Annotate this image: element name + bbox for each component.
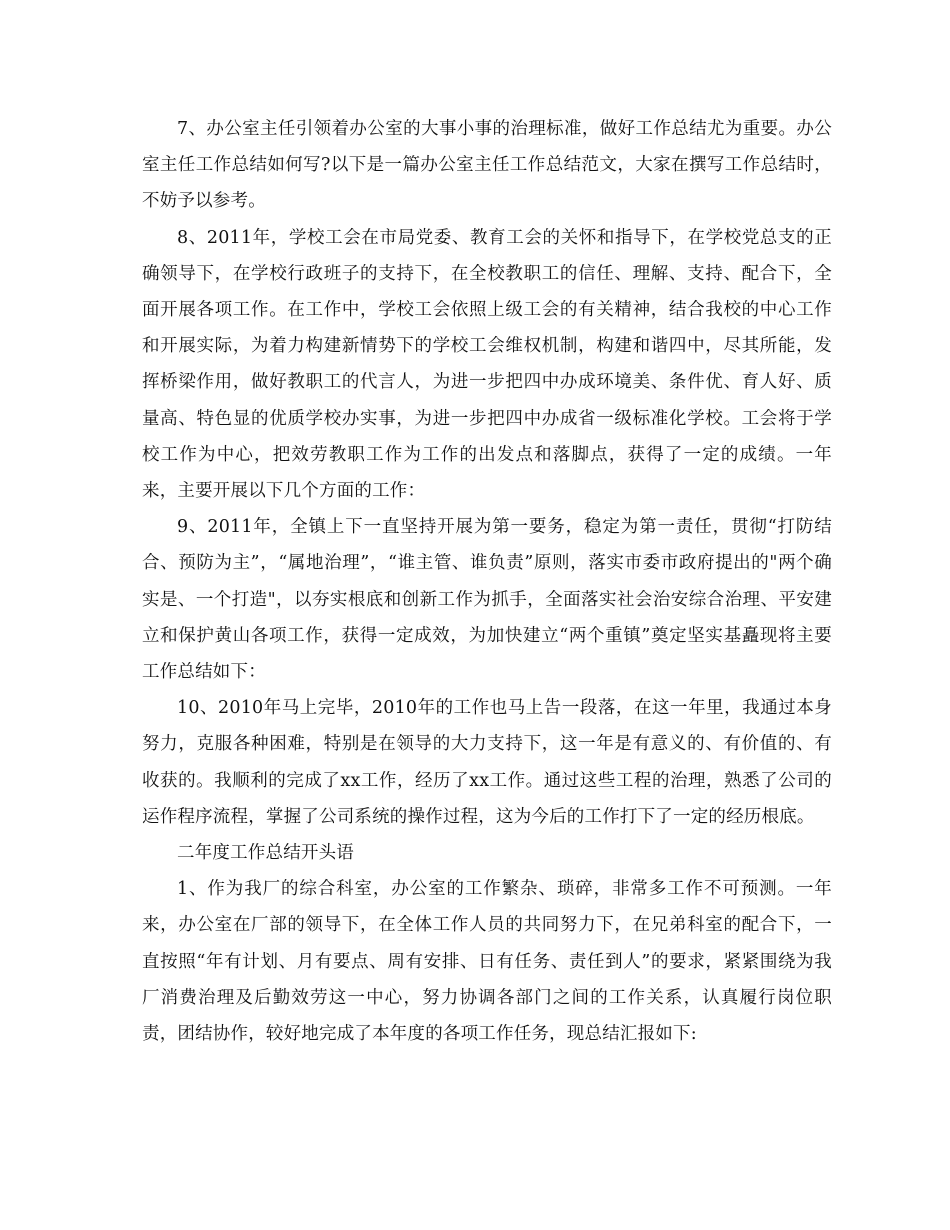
paragraph-1: 1、作为我厂的综合科室，办公室的工作繁杂、琐碎，非常多工作不可预测。一年来，办公室在厂部的领导下，在全体工作人员的共同努力下，在兄弟科室的配合下，一直按照“年有计划、月有要点、周有安排、日有任务、责任到人”的要求，紧紧围绕为我厂消费治理及后勤效劳这一中心，努力协调各部门之间的工作关系，认真履行岗位职责，团结协作，较好地完成了本年度的各项工作任务，现总结汇报如下: [142,879,832,1045]
section-heading: 二年度工作总结开头语 [177,843,354,864]
paragraph-9: 9、2011年，全镇上下一直坚持开展为第一要务，稳定为第一责任，贯彻“打防结合、预防为主”，“属地治理”，“谁主管、谁负责”原则，落实市委市政府提出的"两个确实是、一个打造"，以夯实根底和创新工作为抓手，全面落实社会治安综合治理、平安建立和保护黄山各项工作，获得一定成效，为加快建立“两个重镇”奠定坚实基矗现将主要工作总结如下： [142,517,832,683]
paragraph-8: 8、2011年，学校工会在市局党委、教育工会的关怀和指导下，在学校党总支的正确领导下，在学校行政班子的支持下，在全校教职工的信任、理解、支持、配合下，全面开展各项工作。在工作中，学校工会依照上级工会的有关精神，结合我校的中心工作和开展实际，为着力构建新情势下的学校工会维权机制，构建和谐四中，尽其所能，发挥桥梁作用，做好教职工的代言人，为进一步把四中办成环境美、条件优、育人好、质量高、特色显的优质学校办实事，为进一步把四中办成省一级标准化学校。工会将于学校工作为中心，把效劳教职工作为工作的出发点和落脚点，获得了一定的成绩。一年来，主要开展以下几个方面的工作： [142,227,832,502]
paragraph-7: 7、办公室主任引领着办公室的大事小事的治理标准，做好工作总结尤为重要。办公室主任工作总结如何写?以下是一篇办公室主任工作总结范文，大家在撰写工作总结时，不妨予以参考。 [142,119,832,212]
document-body [142,111,832,1052]
paragraph-10: 10、2010年马上完毕，2010年的工作也马上告一段落，在这一年里，我通过本身努力，克服各种困难，特别是在领导的大力支持下，这一年是有意义的、有价值的、有收获的。我顺利的完成了xx工作，经历了xx工作。通过这些工程的治理，熟悉了公司的运作程序流程，掌握了公司系统的操作过程，这为今后的工作打下了一定的经历根底。 [142,698,832,827]
